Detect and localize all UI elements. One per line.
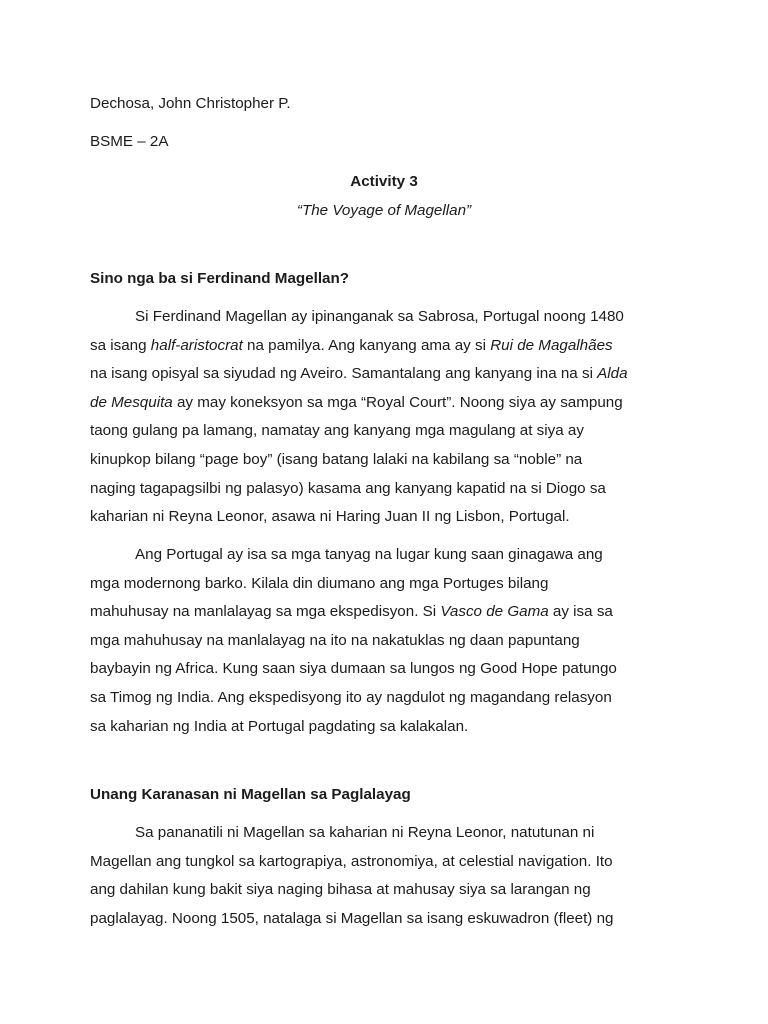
text-run: Si Ferdinand Magellan ay ipinanganak sa Sabrosa, Portugal noong 1480 [135,308,624,325]
text-run: naging tagapagsilbi ng palasyo) kasama ang kanyang kapatid na si Diogo sa [90,479,606,497]
paragraph-line [135,823,594,843]
paragraph-line [90,450,582,470]
activity-title: Activity 3 [350,173,418,190]
text-run: baybayin ng Africa. Kung saan siya dumaan sa lungos ng Good Hope patungo [90,660,617,678]
text-run: kinupkop bilang “page boy” (isang batang lalaki na kabilang sa “noble” na [90,451,583,468]
section-heading: Unang Karanasan ni Magellan sa Paglalayag [90,786,411,803]
italic-text: half-aristocrat [150,336,243,354]
paragraph-line [90,336,613,356]
paragraph-line [135,307,624,327]
paragraph-line [90,574,548,594]
italic-text: Vasco de Gama [440,603,549,621]
italic-text: Rui de Magalhães [490,336,613,354]
paragraph-line [90,909,613,929]
paragraph-line [90,364,628,384]
paragraph-line [90,880,591,900]
section-heading: Sino nga ba si Ferdinand Magellan? [90,270,350,287]
paragraph-line [90,479,606,499]
italic-text: Alda [597,365,628,383]
text-run: Magellan ang tungkol sa kartograpiya, astronomiya, at celestial navigation. Ito [90,852,613,870]
text-run: na isang opisyal sa siyudad ng Aveiro. Samantalang ang kanyang ina na si [90,365,598,383]
author-name: Dechosa, John Christopher P. [90,95,291,112]
text-run: kaharian ni Reyna Leonor, asawa ni Haring Juan II ng Lisbon, Portugal. [90,508,570,526]
text-run: sa kaharian ng India at Portugal pagdating sa kalakalan. [90,717,469,735]
activity-subtitle: “The Voyage of Magellan” [296,202,472,219]
course-section: BSME – 2A [90,133,169,150]
text-run: na pamilya. Ang kanyang ama ay si [242,336,491,354]
text-run: sa Timog ng India. Ang ekspedisyong ito ay nagdulot ng magandang relasyon [90,689,612,706]
paragraph-line [90,393,623,413]
text-run: taong gulang pa lamang, namatay ang kanyang mga magulang at siya ay [90,422,584,440]
text-run: paglalayag. Noong 1505, natalaga si Magellan sa isang eskuwadron (fleet) ng [90,909,614,927]
text-run: mga mahuhusay na manlalayag na ito na nakatuklas ng daan papuntang [90,631,580,649]
italic-text: de Mesquita [90,393,173,411]
text-run: ay may koneksyon sa mga “Royal Court”. Noong siya ay sampung [172,393,623,411]
text-run: mahuhusay na manlalayag sa mga ekspedisyon. Si [90,603,441,621]
paragraph-line [135,545,603,565]
text-run: mga modernong barko. Kilala din diumano ang mga Portuges bilang [90,574,549,592]
text-run: Sa pananatili ni Magellan sa kaharian ni Reyna Leonor, natutunan ni [135,824,595,841]
paragraph-line [90,507,570,527]
paragraph-line [90,852,613,872]
paragraph-line [90,602,613,622]
paragraph-line [90,717,468,737]
text-run: Ang Portugal ay isa sa mga tanyag na lugar kung saan ginagawa ang [135,546,603,563]
text-run: sa isang [90,336,151,354]
paragraph-line [90,659,617,679]
paragraph-line [90,631,580,651]
text-run: ay isa sa [548,603,613,621]
text-run: ang dahilan kung bakit siya naging bihasa at mahusay siya sa larangan ng [90,881,591,899]
paragraph-line [90,688,612,708]
paragraph-line [90,421,584,441]
